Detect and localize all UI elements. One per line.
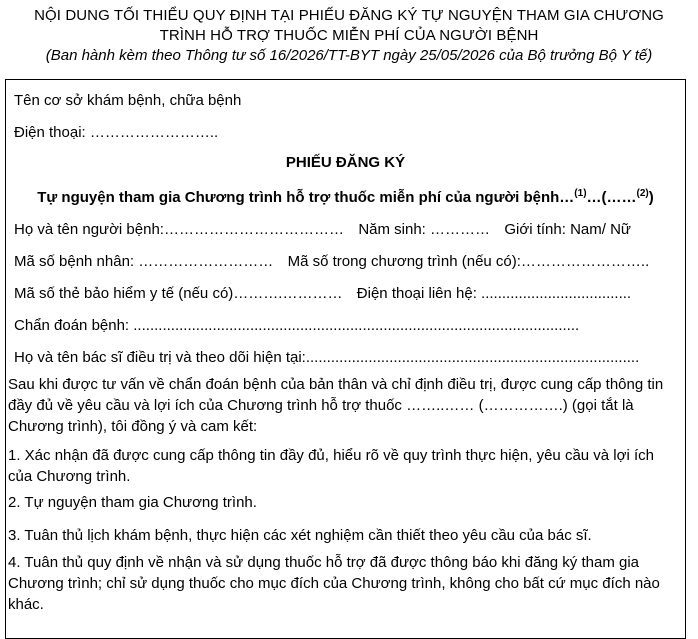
document-title-line-1: NỘI DUNG TỐI THIỂU QUY ĐỊNH TẠI PHIẾU ĐĂNG KÝ TỰ NGUYỆN THAM GIA CHƯƠNG — [34, 7, 664, 24]
document-title-line-2: TRÌNH HỖ TRỢ THUỐC MIỄN PHÍ CỦA NGƯỜI BỆNH — [159, 27, 539, 44]
patient-id-field: Mã số bệnh nhân: ……………………… — [14, 253, 274, 270]
registration-form-box — [5, 79, 686, 639]
insurance-row — [14, 283, 631, 304]
contact-phone-field: Điện thoại liên hệ: .................................... — [356, 285, 632, 302]
phone-field: Điện thoại: …………………….. — [14, 124, 219, 141]
facility-name-field: Tên cơ sở khám bệnh, chữa bệnh — [14, 92, 242, 109]
patient-id-row — [14, 251, 649, 272]
document-header — [0, 6, 698, 66]
form-subject-end: ) — [648, 189, 654, 206]
footnote-marker-2: (2) — [636, 188, 649, 199]
doctor-field: Họ và tên bác sĩ điều trị và theo dõi hiện tại:................................................................................ — [14, 349, 640, 366]
commitment-item-3: 3. Tuân thủ lịch khám bệnh, thực hiện các xét nghiệm cần thiết theo yêu cầu của bác sĩ. — [8, 527, 592, 544]
gender-field: Giới tính: Nam/ Nữ — [504, 221, 631, 238]
patient-info-row — [14, 219, 631, 240]
commitment-item-4: 4. Tuân thủ quy định về nhận và sử dụng thuốc hỗ trợ đã được thông báo khi đăng ký tham gia Chương trình; chỉ sử dụng thuốc cho mục đích của Chương trình, không cho bất cứ mục đích nào khác. — [8, 554, 660, 613]
form-subject-text: Tự nguyện tham gia Chương trình hỗ trợ thuốc miễn phí của người bệnh… — [37, 189, 575, 206]
form-subject-line — [6, 187, 685, 208]
consent-intro-paragraph: Sau khi được tư vấn về chẩn đoán bệnh của bản thân và chỉ định điều trị, được cung cấp thông tin đầy đủ về yêu cầu và lợi ích của Chương trình hỗ trợ thuốc ……..…… (…………….) (gọi tắt là Chương trình), tôi đồng ý và cam kết: — [8, 376, 664, 435]
birth-year-field: Năm sinh: ………… — [358, 221, 491, 238]
form-subject-mid: …(…… — [586, 189, 637, 206]
footnote-marker-1: (1) — [574, 188, 587, 199]
patient-name-field: Họ và tên người bệnh:……………………………… — [14, 221, 344, 238]
diagnosis-field: Chẩn đoán bệnh: ........................................................................................................... — [14, 317, 580, 334]
commitment-item-2: 2. Tự nguyện tham gia Chương trình. — [8, 494, 257, 511]
document-subtitle: (Ban hành kèm theo Thông tư số 16/2026/TT-BYT ngày 25/05/2026 của Bộ trưởng Bộ Y tế) — [45, 47, 653, 64]
insurance-id-field: Mã số thẻ bảo hiểm y tế (nếu có)……….………… — [14, 285, 343, 302]
form-title: PHIẾU ĐĂNG KÝ — [285, 154, 406, 171]
commitment-item-1: 1. Xác nhận đã được cung cấp thông tin đầy đủ, hiểu rõ về quy trình thực hiện, yêu cầu và lợi ích của Chương trình. — [8, 447, 654, 485]
program-id-field: Mã số trong chương trình (nếu có):…………………….. — [287, 253, 650, 270]
